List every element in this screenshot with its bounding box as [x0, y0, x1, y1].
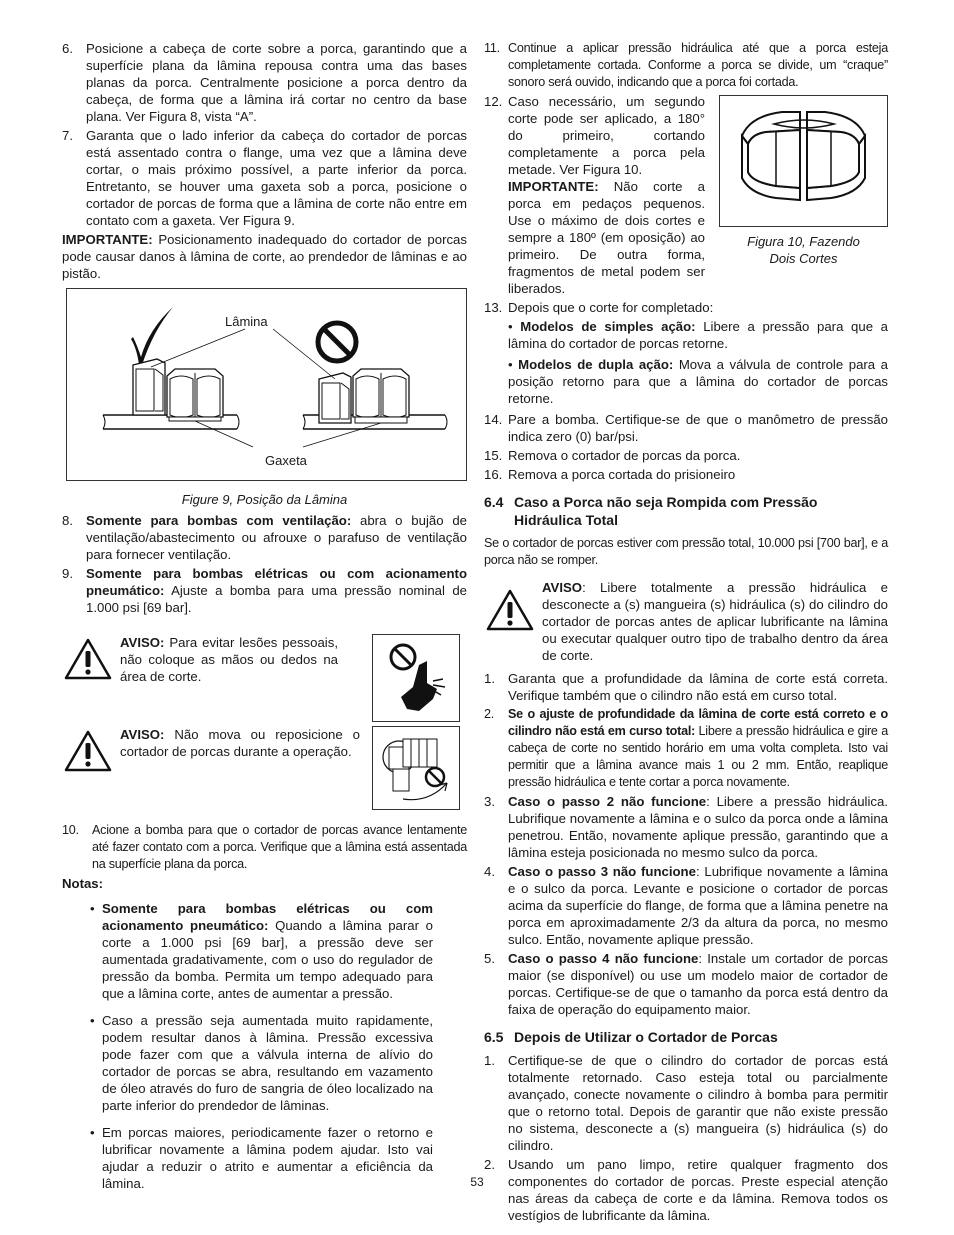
- figure-10-frame: [719, 95, 888, 227]
- step-12-block: [484, 93, 888, 299]
- prohibited-icon: [318, 323, 356, 361]
- figure-9-blade-position: [66, 288, 467, 481]
- s65-step-2: 2. Usando um pano limpo, retire qualquer fragmento dos componentes do cortador de porcas. Preste especial atenção nas áreas da cabeça de corte e da lâmina. Remova todos os vestígios de lubrificante da lâmina.: [484, 1157, 888, 1223]
- right-column: [484, 40, 888, 1226]
- step-9: 9. Somente para bombas elétricas ou com acionamento pneumático: Ajuste a bomba para uma pressão nominal de 1.000 psi [69 bar].: [62, 566, 467, 615]
- warning-reposition: AVISO: Não mova ou reposicione o cortador de porcas durante a operação.: [62, 726, 467, 810]
- step-7: 7. Garanta que o lado inferior da cabeça do cortador de porcas está assentado contra o flange, uma vez que a lâmina deve cortar, o mais próximo possível, a parte inferior da porca. Entretanto, se houver uma gaxeta sob a porca, posicione o cortador de porcas de forma que a lâmina de corte não entre em contato com a gaxeta. Ver Figura 9.: [62, 128, 467, 228]
- label-gasket: Gaxeta: [265, 453, 307, 468]
- warning-triangle-icon: [64, 730, 112, 772]
- figure-10-caption: Figura 10, Fazendo Dois Cortes: [747, 234, 860, 266]
- section-6-4-intro: Se o cortador de porcas estiver com pressão total, 10.000 psi [700 bar], e a porca não se romper.: [484, 536, 888, 567]
- blade-incorrect: [319, 373, 351, 423]
- warning-hands: AVISO: Para evitar lesões pessoais, não coloque as mãos ou dedos na área de corte.: [62, 634, 467, 722]
- step-16: 16. Remova a porca cortada do prisioneiro: [484, 467, 736, 482]
- section-6-5-heading: 6.5 Depois de Utilizar o Cortador de Porcas: [484, 1029, 778, 1045]
- single-action-models: • Modelos de simples ação: Libere a pressão para que a lâmina do cortador de porcas retorne.: [508, 319, 888, 351]
- step-6: 6. Posicione a cabeça de corte sobre a porca, garantindo que a superfície plana da lâmina repousa contra uma das bases planas da porca. Centralmente posicione a porca dentro da cabeça, de forma que a lâmina irá cortar no centro da base plana. Ver Figura 8, vista “A”.: [62, 41, 467, 124]
- s64-step-3: 3. Caso o passo 2 não funcione: Libere a pressão hidráulica. Lubrifique novamente a lâmina e o sulco da porca onde a lâmina penetrou. Então, novamente aplique pressão, garantindo que a lâmina esteja posicionada no mesmo sulco da porca.: [484, 794, 888, 860]
- no-hands-icon: [373, 635, 459, 721]
- warning-triangle-icon: [486, 589, 534, 631]
- step-12: 12. Caso necessário, um segundo corte pode ser aplicado, a 180° do primeiro, cortando completamente a porca pela metade. Ver Figura 10. IMPORTANTE: Não corte a porca em pedaços pequenos. Use o máximo de dois cortes e sempre a 180º (em oposição) ao primeiro. De outra forma, fragmentos de metal podem ser liberados.: [484, 94, 705, 296]
- no-reposition-icon: [373, 727, 459, 809]
- double-action-models: • Modelos de dupla ação: Mova a válvula de controle para a posição retorno para que a lâmina do cortador de porcas retorne.: [508, 357, 889, 406]
- left-column: [62, 40, 467, 1202]
- blade-correct: [133, 359, 165, 415]
- s64-step-2: 2. Se o ajuste de profundidade da lâmina de corte está correto e o cilindro não está em curso total: Libere a pressão hidráulica e gire a cabeça de corte no sentido horário em uma volta completa. Isto vai permitir que a lâmina avance mais 1 ou 2 mm. Então, reaplique pressão hidráulica e tente cortar a porca novamente.: [484, 707, 888, 789]
- notes-list: [90, 900, 433, 1192]
- s64-step-4: 4. Caso o passo 3 não funcione: Lubrifique novamente a lâmina e o sulco da porca. Levante e posicione o cortador de porcas acima da superfície do flange, de forma que a lâmina penetre na porca em aproximadamente 2/3 da altura da porca, no mesmo sulco. Então, novamente aplique pressão.: [484, 864, 889, 947]
- section-6-4-heading: 6.4 Caso a Porca não seja Rompida com Pressão Hidráulica Total: [484, 494, 818, 528]
- note-item: • Caso a pressão seja aumentada muito rapidamente, podem resultar danos à lâmina. Pressão excessiva pode fazer com que a válvula interna de alívio do cortador de porcas se abra, resultando em vazamento de óleo através do furo de sangria de óleo localizado na parte inferior do prendedor de lâminas.: [90, 1013, 433, 1113]
- label-blade: Lâmina: [225, 314, 268, 329]
- page-number: 53: [470, 1175, 484, 1189]
- nut-correct: [167, 369, 223, 421]
- nut-incorrect: [353, 369, 409, 423]
- no-reposition-pictogram: [372, 726, 460, 810]
- note-item: • Somente para bombas elétricas ou com acionamento pneumático: Quando a lâmina parar o corte a 1.000 psi [69 bar], a pressão deve ser aumentada gradativamente, com o uso do regulador de pressão da bomba. Permita um tempo adequado para que a lâmina corte, antes de aumentar a pressão.: [90, 901, 433, 1001]
- s64-step-5: 5. Caso o passo 4 não funcione: Instale um cortador de porcas maior (se disponível) ou use um modelo maior de cortador de porcas. Certifique-se de que o tamanho da porca está dentro da faixa de operação do equipamento maior.: [484, 951, 888, 1017]
- s65-step-1: 1. Certifique-se de que o cilindro do cortador de porcas está totalmente retornado. Caso esteja total ou parcialmente avançado, conecte novamente o cilindro à bomba para permitir que o retorno total. Depois de garantir que não existe pressão no sistema, desconecte a (s) mangueira (s) hidráulica (s) do cilindro.: [484, 1053, 888, 1153]
- correct-check-icon: [131, 307, 173, 365]
- step-15: 15. Remova o cortador de porcas da porca.: [484, 448, 741, 463]
- figure-9-caption: Figure 9, Posição da Lâmina: [181, 492, 348, 507]
- step-11: 11. Continue a aplicar pressão hidráulica até que a porca esteja completamente cortada. Conforme a porca se divide, um “craque” sonoro será ouvido, indicando que a porca foi cortada.: [484, 41, 888, 89]
- note-item: • Em porcas maiores, periodicamente fazer o retorno e lubrificar novamente a lâmina podem ajudar. Isto vai ajudar a reduzir o atrito e aumentar a eficiência da lâmina.: [90, 1125, 433, 1191]
- s64-step-1: 1. Garanta que a profundidade da lâmina de corte está correta. Verifique também que o cilindro não está em curso total.: [484, 671, 888, 703]
- step-10: 10. Acione a bomba para que o cortador de porcas avance lentamente até fazer contato com a porca. Verifique que a lâmina está assentada na superfície plana da porca.: [62, 823, 467, 871]
- figure-10: [719, 93, 888, 299]
- no-hands-pictogram: [372, 634, 460, 722]
- split-nut-icon: [720, 96, 887, 226]
- step-8: 8. Somente para bombas com ventilação: abra o bujão de ventilação/abastecimento ou afrouxe o parafuso de ventilação para fornecer ventilação.: [62, 513, 467, 562]
- step-13: 13. Depois que o corte for completado:: [484, 300, 714, 315]
- important-note: IMPORTANTE: Posicionamento inadequado do cortador de porcas pode causar danos à lâmina de corte, ao prendedor de lâminas e ao pistão.: [62, 232, 467, 281]
- step-14: 14. Pare a bomba. Certifique-se de que o manômetro de pressão indica zero (0) bar/psi.: [484, 412, 888, 444]
- warning-pressure: AVISO: Libere totalmente a pressão hidráulica e desconecte a (s) mangueira (s) hidráulica (s) do cilindro do cortador de porcas antes de aplicar lubrificante na lâmina ou executar qualquer outro tipo de trabalho dentro da área de corte.: [484, 579, 888, 666]
- notes-label: Notas:: [62, 876, 104, 891]
- warning-triangle-icon: [64, 638, 112, 680]
